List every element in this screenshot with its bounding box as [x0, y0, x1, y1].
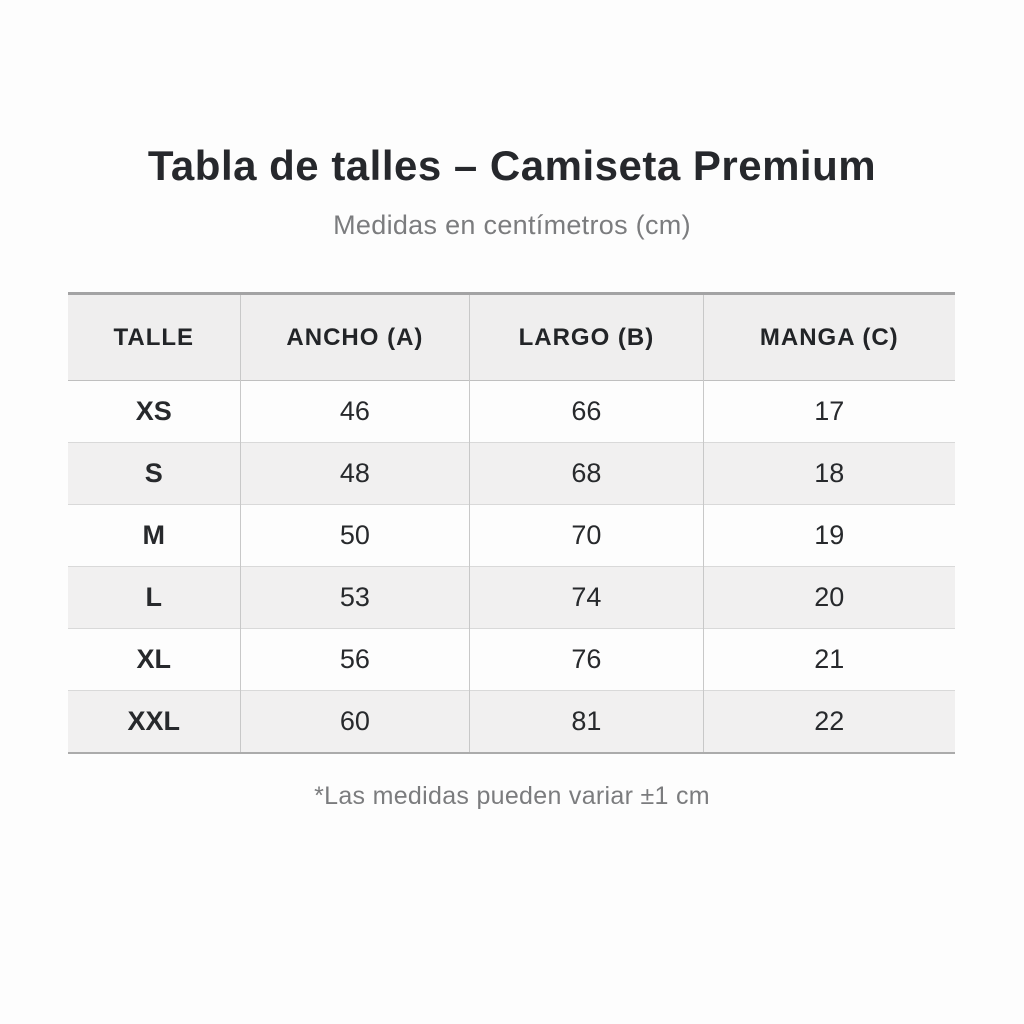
measurement-disclaimer: *Las medidas pueden variar ±1 cm	[314, 782, 710, 810]
manga-cell: 19	[703, 505, 955, 567]
manga-cell: 18	[703, 443, 955, 505]
table-row-m	[68, 505, 955, 567]
largo-cell: 76	[470, 629, 703, 691]
largo-cell: 70	[470, 505, 703, 567]
table-row-xs	[68, 381, 955, 443]
largo-cell: 68	[470, 443, 703, 505]
largo-cell: 81	[470, 691, 703, 753]
page-title: Tabla de talles – Camiseta Premium	[147, 142, 877, 189]
ancho-cell: 56	[240, 629, 470, 691]
ancho-cell: 48	[240, 443, 470, 505]
size-cell: M	[142, 520, 166, 550]
table-row-l	[68, 567, 955, 629]
size-cell: XS	[135, 396, 172, 426]
page-subtitle: Medidas en centímetros (cm)	[333, 210, 691, 240]
size-table-container	[68, 292, 955, 754]
column-header-largo: LARGO (B)	[470, 294, 703, 381]
size-cell: S	[144, 458, 163, 488]
ancho-cell: 50	[240, 505, 470, 567]
column-header-manga: MANGA (C)	[703, 294, 955, 381]
ancho-cell: 60	[240, 691, 470, 753]
column-header-talle: TALLE	[113, 323, 195, 351]
manga-cell: 20	[703, 567, 955, 629]
table-header-row	[68, 294, 955, 381]
largo-cell: 66	[470, 381, 703, 443]
manga-cell: 22	[703, 691, 955, 753]
ancho-cell: 46	[240, 381, 470, 443]
table-row-xxl	[68, 691, 955, 753]
size-table	[68, 292, 955, 754]
manga-cell: 17	[703, 381, 955, 443]
size-cell: XXL	[127, 705, 181, 736]
table-row-xl	[68, 629, 955, 691]
table-row-s	[68, 443, 955, 505]
ancho-cell: 53	[240, 567, 470, 629]
size-cell: L	[145, 582, 163, 612]
size-cell: XL	[136, 644, 172, 674]
largo-cell: 74	[470, 567, 703, 629]
manga-cell: 21	[703, 629, 955, 691]
column-header-ancho: ANCHO (A)	[240, 294, 470, 381]
